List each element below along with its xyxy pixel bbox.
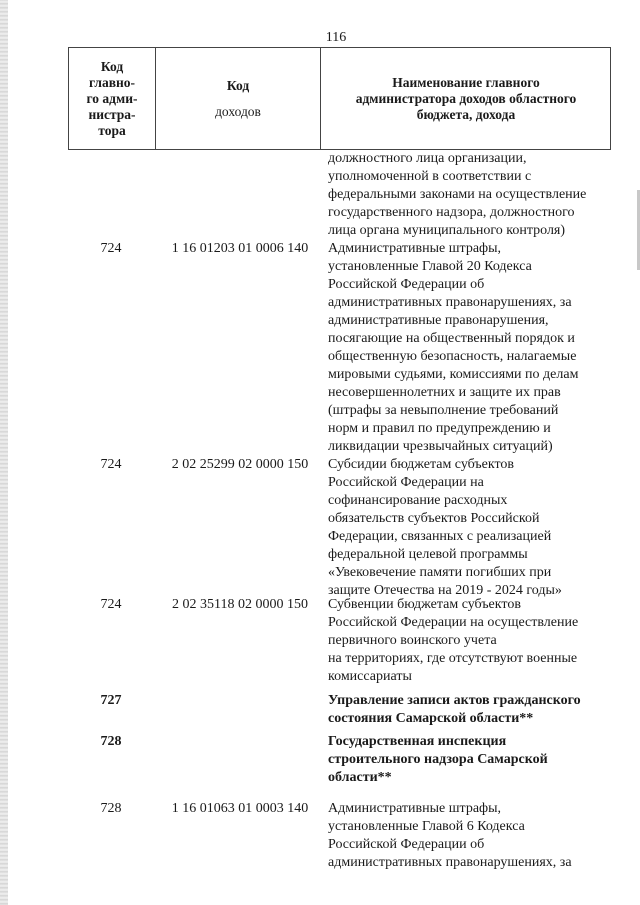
row-income-code: 1 16 01203 01 0006 140 — [171, 241, 309, 256]
row-admin-code: 724 — [100, 241, 122, 256]
header-name — [321, 48, 611, 149]
page-number: 116 — [325, 30, 347, 45]
row-description: Административные штрафы, установленные Главой 20 Кодекса Российской Федерации об административных правонарушениях, за административные правонарушения, посягающие на общественный порядок и общественную безопасность, налагаемые мировыми судьями, комиссиями по делам несовершеннолетних и защите их прав (штрафы за невыполнение требований норм и правил по предупреждению и ликвидации чрезвычайных ситуаций) — [328, 241, 579, 454]
row-admin-code: 728 — [100, 734, 122, 749]
header-admin-code-label: Код главно- го адми- нистра- тора — [86, 58, 138, 138]
row-income-code: 2 02 25299 02 0000 150 — [171, 457, 309, 472]
row-admin-code: 728 — [100, 801, 122, 816]
row-description: должностного лица организации, уполномоченной в соответствии с федеральными законами на осуществление государственного надзора, должностного лица органа муниципального контроля) — [328, 151, 587, 238]
header-income-code-sub: доходов — [215, 103, 261, 119]
row-description: Субвенции бюджетам субъектов Российской Федерации на осуществление первичного воинского учета на территориях, где отсутствуют военные комиссариаты — [328, 597, 579, 684]
row-admin-code: 724 — [100, 457, 122, 472]
header-income-code-title: Код — [226, 77, 250, 93]
row-description: Управление записи актов гражданского состояния Самарской области** — [328, 693, 581, 726]
table-header — [68, 47, 611, 150]
row-description: Государственная инспекция строительного надзора Самарской области** — [328, 734, 548, 785]
header-admin-code — [69, 48, 155, 149]
row-admin-code: 727 — [100, 693, 122, 708]
scan-edge-left — [0, 0, 8, 905]
row-income-code: 1 16 01063 01 0003 140 — [171, 801, 309, 816]
row-description: Субсидии бюджетам субъектов Российской Федерации на софинансирование расходных обязательств субъектов Российской Федерации, связанных с реализацией федеральной целевой программы «Увековечение памяти погибших при защите Отечества на 2019 - 2024 годы» — [328, 457, 562, 598]
row-income-code: 2 02 35118 02 0000 150 — [172, 597, 308, 612]
header-name-label: Наименование главного администратора доходов областного бюджета, дохода — [355, 74, 577, 122]
row-admin-code: 724 — [100, 597, 122, 612]
header-income-code — [156, 48, 320, 149]
row-description: Административные штрафы, установленные Главой 6 Кодекса Российской Федерации об административных правонарушениях, за — [328, 801, 572, 870]
